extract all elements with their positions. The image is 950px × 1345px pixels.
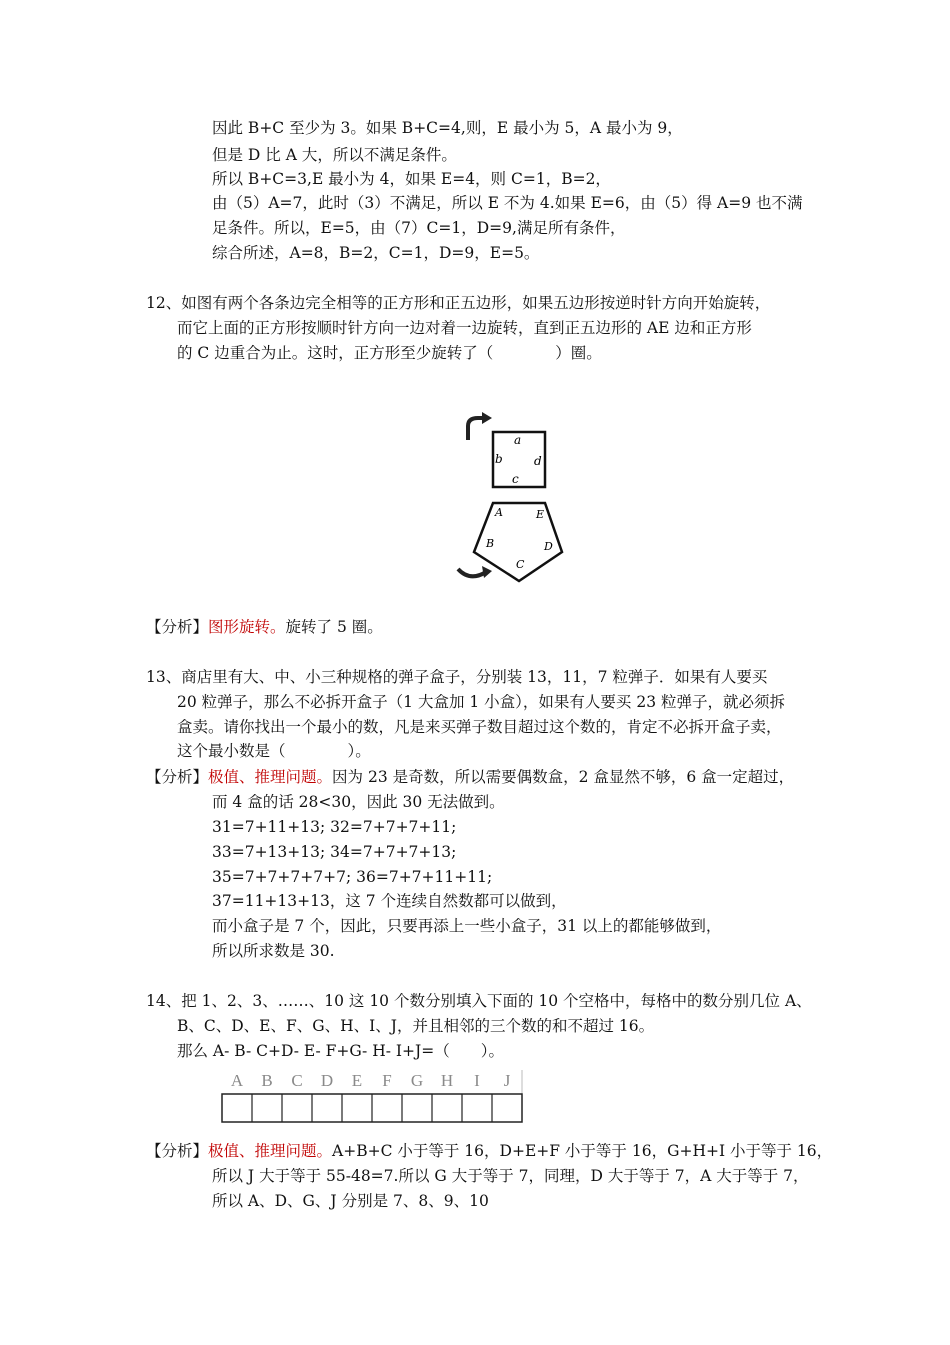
analysis-category: 图形旋转。 xyxy=(208,618,286,636)
q13-analysis-line: 37=11+13+13，这 7 个连续自然数都可以做到， xyxy=(212,892,567,910)
counterclockwise-arrow-icon xyxy=(458,569,486,576)
analysis-tag: 【分析】 xyxy=(146,1142,209,1160)
square-label-b: b xyxy=(495,452,503,466)
intro-line: 由（5）A=7，此时（3）不满足，所以 E 不为 4.如果 E=6，由（5）得 A=9 也不满 xyxy=(212,194,803,212)
pentagon-label-b: B xyxy=(486,537,495,550)
analysis-text: 旋转了 5 圈。 xyxy=(285,618,383,636)
clockwise-arrow-icon xyxy=(468,418,484,440)
q14-text: B、C、D、E、F、G、H、I、J，并且相邻的三个数的和不超过 16。 xyxy=(177,1017,655,1035)
intro-line: 但是 D 比 A 大，所以不满足条件。 xyxy=(212,146,457,164)
intro-line: 综合所述，A=8，B=2，C=1，D=9，E=5。 xyxy=(212,244,540,262)
q12-text: 而它上面的正方形按顺时针方向一边对着一边旋转，直到正五边形的 AE 边和正方形 xyxy=(177,319,752,337)
grid-header-a: A xyxy=(230,1071,244,1090)
analysis-tag: 【分析】 xyxy=(146,618,209,636)
q12-text: 的 C 边重合为止。这时，正方形至少旋转了（ ）圈。 xyxy=(177,344,602,362)
intro-line: 所以 B+C=3,E 最小为 4，如果 E=4，则 C=1，B=2， xyxy=(212,170,611,188)
grid-header-f: F xyxy=(382,1071,392,1090)
analysis-text: A+B+C 小于等于 16，D+E+F 小于等于 16，G+H+I 小于等于 16， xyxy=(332,1142,833,1160)
answer-grid xyxy=(216,1070,528,1126)
analysis-category: 极值、推理问题。 xyxy=(208,1142,333,1160)
square-label-c: c xyxy=(512,472,519,486)
arrow-head-icon xyxy=(482,566,492,578)
q13-analysis-line: 31=7+11+13; 32=7+7+7+11; xyxy=(212,818,457,836)
q14-analysis xyxy=(146,1141,832,1161)
q13-analysis-line: 而 4 盒的话 28<30，因此 30 无法做到。 xyxy=(212,793,505,811)
intro-line: 因此 B+C 至少为 3。如果 B+C=4,则，E 最小为 5，A 最小为 9， xyxy=(212,119,683,137)
square-label-a: a xyxy=(514,433,522,447)
q13-text: 20 粒弹子，那么不必拆开盒子（1 大盒加 1 小盒），如果有人要买 23 粒弹子，就必须拆 xyxy=(177,693,785,711)
grid-header-d: D xyxy=(320,1071,334,1090)
grid-header-b: B xyxy=(261,1071,273,1090)
grid-header-h: H xyxy=(440,1071,454,1090)
pentagon-label-c: C xyxy=(516,558,525,571)
rotation-figure xyxy=(452,412,572,587)
pentagon-label-e: E xyxy=(536,508,545,521)
intro-line: 足条件。所以，E=5，由（7）C=1，D=9,满足所有条件， xyxy=(212,219,626,237)
grid-header-g: G xyxy=(410,1071,424,1090)
q12-text: 12、如图有两个各条边完全相等的正方形和正五边形，如果五边形按逆时针方向开始旋转， xyxy=(146,294,771,312)
q13-analysis xyxy=(146,767,794,787)
pentagon-label-d: D xyxy=(544,540,553,553)
q13-text: 这个最小数是（ ）。 xyxy=(177,742,371,760)
q13-analysis-line: 所以所求数是 30. xyxy=(212,942,335,960)
grid-header-c: C xyxy=(291,1071,303,1090)
q13-analysis-line: 35=7+7+7+7+7; 36=7+7+11+11; xyxy=(212,868,493,886)
q13-analysis-line: 33=7+13+13; 34=7+7+7+13; xyxy=(212,843,457,861)
arrow-head-icon xyxy=(482,412,492,424)
q14-analysis-line: 所以 A、D、G、J 分别是 7、8、9、10 xyxy=(212,1192,489,1210)
grid-header-j: J xyxy=(503,1071,511,1090)
q14-text: 14、把 1、2、3、……、10 这 10 个数分别填入下面的 10 个空格中，每格中的数分别几位 A、 xyxy=(146,992,812,1010)
q13-analysis-line: 而小盒子是 7 个，因此，只要再添上一些小盒子，31 以上的都能够做到， xyxy=(212,917,722,935)
q14-analysis-line: 所以 J 大于等于 55-48=7.所以 G 大于等于 7，同理，D 大于等于 7，A 大于等于 7， xyxy=(212,1167,809,1185)
analysis-text: 因为 23 是奇数，所以需要偶数盒，2 盒显然不够，6 盒一定超过， xyxy=(332,768,795,786)
q13-text: 盒卖。请你找出一个最小的数，凡是来买弹子数目超过这个数的，肯定不必拆开盒子卖， xyxy=(177,718,782,736)
pentagon-label-a: A xyxy=(495,506,503,519)
analysis-category: 极值、推理问题。 xyxy=(208,768,333,786)
square-label-d: d xyxy=(534,454,542,468)
analysis-tag: 【分析】 xyxy=(146,768,209,786)
q12-analysis xyxy=(146,617,383,637)
grid-header-i: I xyxy=(474,1071,480,1090)
q13-text: 13、商店里有大、中、小三种规格的弹子盒子，分别装 13，11，7 粒弹子．如果有人要买 xyxy=(146,668,768,686)
q14-text: 那么 A- B- C+D- E- F+G- H- I+J=（ ）。 xyxy=(177,1042,504,1060)
grid-header-e: E xyxy=(351,1071,363,1090)
